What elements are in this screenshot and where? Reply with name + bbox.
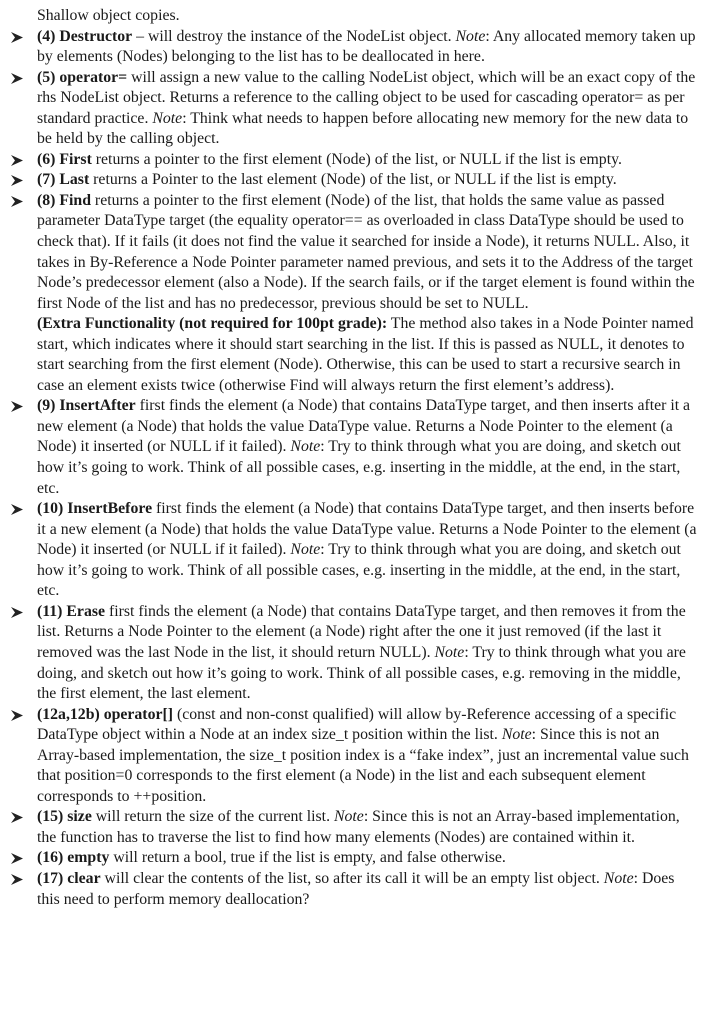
arrow-bullet-icon: [10, 811, 24, 824]
item-heading: (12a,12b) operator[]: [37, 705, 173, 723]
item-heading: (15) size: [37, 808, 92, 826]
note-label: Note: [455, 27, 486, 45]
item-text: first finds the element (a Node) that contains DataType target, and then inserts before it a new element (a Node) that holds the value DataType value. Returns a Node Pointer to the element (a Node) it inserted (or NULL if it failed).: [37, 500, 697, 559]
item-heading: (6) First: [37, 150, 92, 168]
item-text: will assign a new value to the calling NodeList object, which will be an exact copy of the rhs NodeList object. Returns a reference to the calling object to be used for cascading operator= as per standard practice.: [37, 68, 696, 127]
list-item: [10, 602, 701, 705]
note-text: : Since this is not an Array-based implementation, the size_t position index is a “fake index”, just an incremental value such that position=0 corresponds to the first element (a Node) in the list and each subsequent element corresponds to ++position.: [37, 726, 689, 805]
item-text: returns a Pointer to the last element (Node) of the list, or NULL if the list is empty.: [89, 171, 617, 189]
item-heading: (10) InsertBefore: [37, 500, 153, 518]
arrow-bullet-icon: [10, 400, 24, 413]
arrow-bullet-icon: [10, 709, 24, 722]
item-text: returns a pointer to the first element (Node) of the list, or NULL if the list is empty.: [91, 150, 622, 168]
list-item: [10, 396, 701, 499]
arrow-bullet-icon: [10, 174, 24, 187]
arrow-bullet-icon: [10, 195, 24, 208]
arrow-bullet-icon: [10, 873, 24, 886]
list-item: [10, 68, 701, 150]
note-text: : Does this need to perform memory deallocation?: [37, 869, 675, 908]
extra-text: The method also takes in a Node Pointer named start, which indicates where it should start searching in the list. If this is passed as NULL, it denotes to start searching from the first element (Node). Otherwise, this can be used to start a recursive search in case an element exists twice (otherwise Find will always return the first element’s address).: [37, 315, 694, 394]
note-label: Note: [603, 869, 634, 887]
item-heading: (17) clear: [37, 869, 101, 887]
arrow-bullet-icon: [10, 154, 24, 167]
item-heading: (7) Last: [37, 171, 90, 189]
note-label: Note: [290, 541, 321, 559]
extra-heading: (Extra Functionality (not required for 100pt grade):: [37, 315, 388, 333]
item-heading: (8) Find: [37, 191, 91, 209]
list-item: [10, 848, 701, 869]
arrow-bullet-icon: [10, 72, 24, 85]
list-item: [10, 499, 701, 602]
list-item: [10, 191, 701, 396]
arrow-bullet-icon: [10, 852, 24, 865]
arrow-bullet-icon: [10, 31, 24, 44]
item-heading: (11) Erase: [37, 602, 106, 620]
list-item: [10, 807, 701, 848]
list-item: [10, 150, 701, 171]
note-text: : Since this is not an Array-based implementation, the function has to traverse the list to find how many elements (Nodes) are contained within it.: [37, 808, 680, 846]
item-heading: (4) Destructor: [37, 27, 133, 45]
item-text: (const and non-const qualified) will allow by-Reference accessing of a specific DataType object within a Node at an index size_t position within the list.: [37, 705, 677, 744]
item-text: first finds the element (a Node) that contains DataType target, and then inserts after it a new element (a Node) that holds the value DataType value. Returns a Node Pointer to the element (a Node) it inserted (or NULL if it failed).: [37, 397, 691, 456]
extra-functionality: [37, 314, 701, 396]
note-label: Note: [333, 808, 364, 826]
note-label: Note: [290, 438, 321, 456]
note-label: Note: [501, 726, 532, 744]
list-item: [10, 869, 701, 910]
item-text: – will destroy the instance of the NodeList object.: [132, 27, 456, 45]
note-label: Note: [434, 643, 465, 661]
item-text: will clear the contents of the list, so after its call it will be an empty list object.: [100, 869, 604, 887]
note-text: : Try to think through what you are doing, and sketch out how it’s going to work. Think of all possible cases, e.g. inserting in the middle, at the end, in the start, etc.: [37, 438, 681, 497]
list-item: [10, 27, 701, 68]
item-text: first finds the element (a Node) that contains DataType target, and then removes it from the list. Returns a Node Pointer to the element (a Node) right after the one it just removed (if the last it removed was the last Node in the list, it should return NULL).: [37, 602, 686, 661]
item-heading: (9) InsertAfter: [37, 397, 136, 415]
arrow-bullet-icon: [10, 606, 24, 619]
note-text: : Try to think through what you are doing, and sketch out how it’s going to work. Think of all possible cases, e.g. removing in the middle, the first element, the last element.: [37, 643, 686, 703]
list-item: [10, 170, 701, 191]
item-heading: (16) empty: [37, 849, 110, 867]
method-list: [10, 27, 701, 911]
item-heading: (5) operator=: [37, 68, 128, 86]
item-text: will return the size of the current list.: [91, 808, 334, 826]
item-text: returns a pointer to the first element (Node) of the list, that holds the same value as passed parameter DataType target (the equality operator== as overloaded in class DataType should be used to check that). If it fails (it does not find the value it searched for inside a Node), it returns NULL. Also, it takes in By-Reference a Node Pointer parameter named previous, and sets it to the Address of the target Node’s predecessor element (also a Node). If the search fails, or if the target element is found within the first Node of the list and has no predecessor, previous should be set to NULL.: [37, 191, 695, 312]
note-label: Note: [152, 109, 183, 127]
note-text: : Try to think through what you are doing, and sketch out how it’s going to work. Think of all possible cases, e.g. inserting in the middle, at the end, in the start, etc.: [37, 541, 681, 600]
list-item: [10, 705, 701, 808]
note-text: : Think what needs to happen before allocating new memory for the new data to be held by the calling object.: [37, 109, 689, 148]
item-text: will return a bool, true if the list is empty, and false otherwise.: [109, 849, 506, 867]
intro-line: Shallow object copies.: [37, 7, 180, 24]
arrow-bullet-icon: [10, 503, 24, 516]
note-text: : Any allocated memory taken up by elements (Nodes) belonging to the list has to be deallocated in here.: [37, 27, 696, 66]
